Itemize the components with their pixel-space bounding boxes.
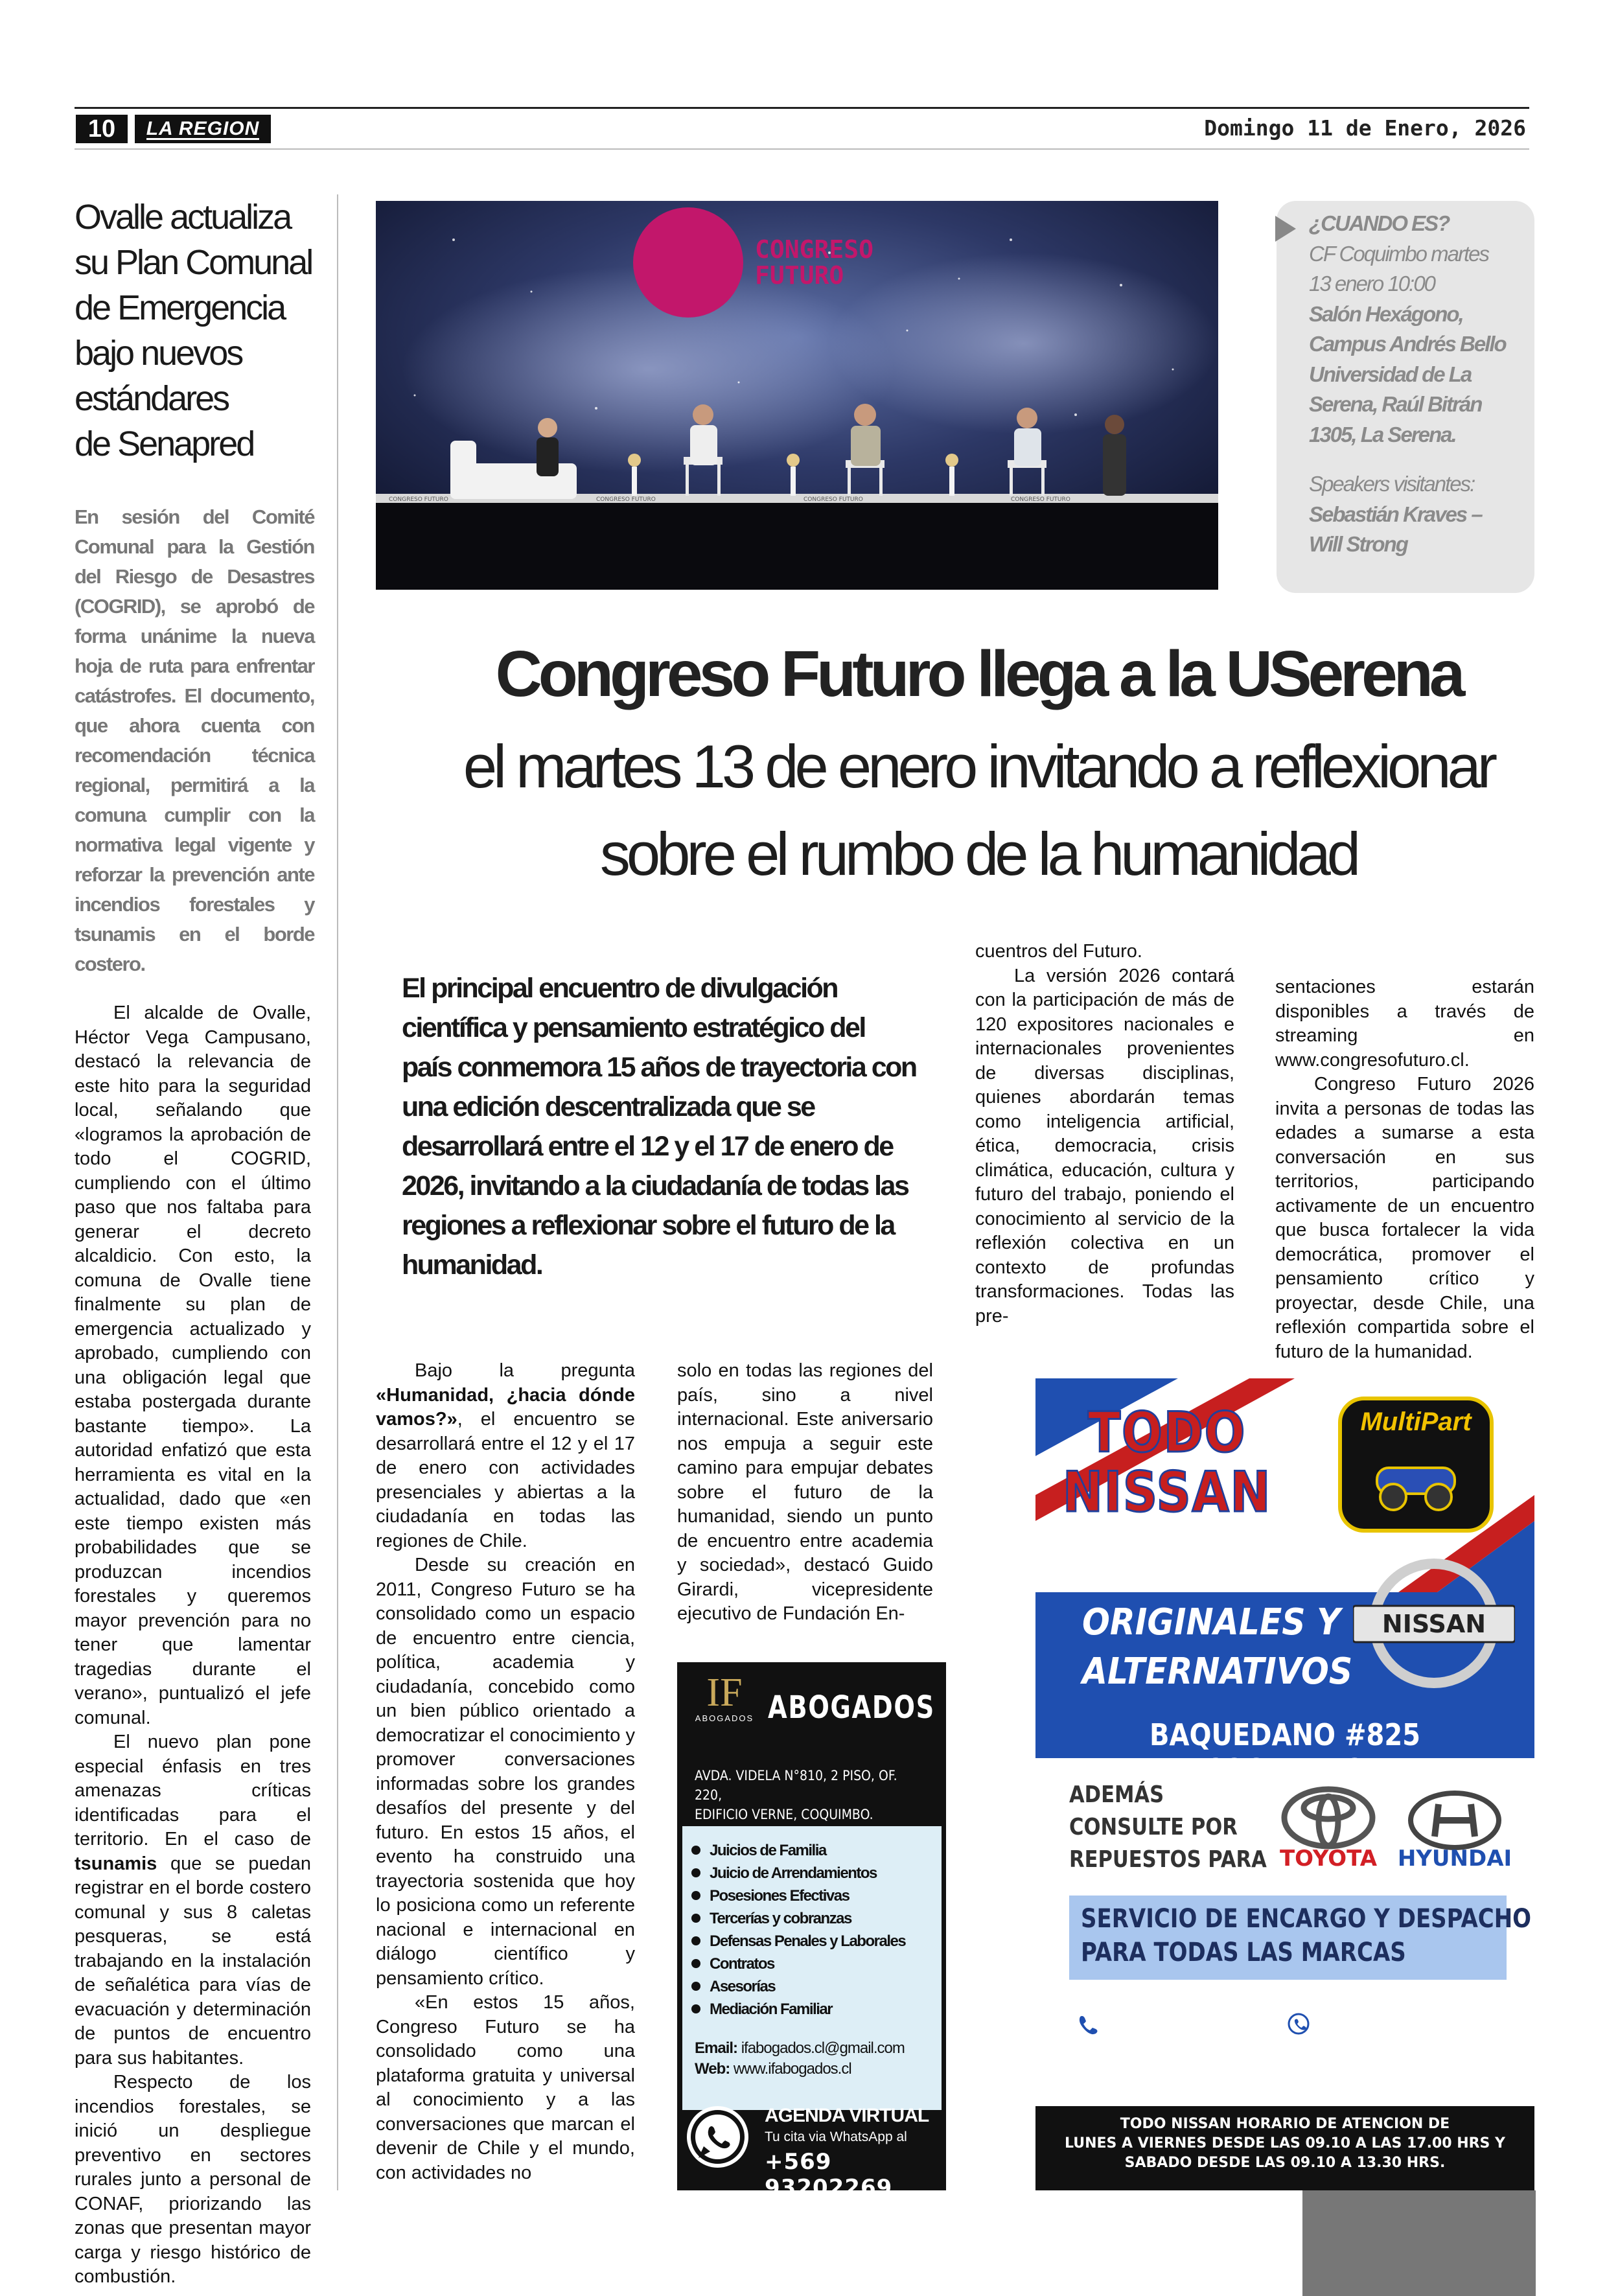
article-column-4 [1275, 975, 1534, 1364]
main-headline: Congreso Futuro llega a la USerena [495, 638, 1462, 710]
list-item: Juicios de Familia [710, 1839, 942, 1862]
info-location-line: Serena, Raúl Bitrán [1309, 392, 1482, 416]
nissan-hours [1035, 2106, 1534, 2190]
left-article-body [75, 1001, 311, 2290]
hours-line: SABADO DESDE LAS 09.10 A 13.30 HRS. [1124, 2155, 1446, 2171]
agenda-title: AGENDA VIRTUAL [765, 2105, 929, 2126]
ademas-line: ADEMÁS [1069, 1781, 1164, 1808]
text: que se puedan registrar en el borde costero comunal y sus 8 caletas pesqueras, se está trabajando en la instalación de señalética para vías de evacuación y determinación de puntos de encuentro para sus habitantes. [75, 1853, 311, 2069]
congreso-logo-circle [633, 207, 743, 318]
nissan-logo-text: NISSAN [1382, 1610, 1486, 1638]
stage-text: CONGRESO FUTURO [804, 496, 863, 503]
newspaper-brand [135, 115, 271, 143]
nissan-email[interactable]: Email: multipart825@gmail.com [1070, 2054, 1500, 2084]
paragraph [75, 1730, 311, 2070]
title-line: de Emergencia [75, 288, 285, 327]
address-line: EDIFICIO VERNE, COQUIMBO. [695, 1807, 873, 1822]
info-location-line: Salón Hexágono, [1309, 301, 1463, 326]
info-box [1277, 201, 1534, 593]
web-link[interactable]: www.ifabogados.cl [733, 2060, 851, 2078]
agenda-sub: Tu cita via WhatsApp al [765, 2129, 907, 2144]
paragraph: sentaciones estarán disponibles a través de streaming en www.congresofuturo.cl. [1275, 977, 1534, 1071]
left-article-lead: En sesión del Comité Comunal para la Gestión del Riesgo de Desastres (COGRID), se aprobó de forma unánime la nueva hoja de ruta para enfrentar catástrofes. El documento, que ahora cuenta con recomendación técnica regional, permitirá a la comuna cumplir con la normativa legal vigente y reforzar la prevención ante incendios forestales y tsunamis en el borde costero. [75, 505, 314, 975]
info-line: 13 enero 10:00 [1309, 272, 1435, 296]
text: Bajo la pregunta [415, 1360, 635, 1381]
title-line: estándares [75, 379, 229, 418]
nissan-logo [1353, 1555, 1515, 1691]
info-line: CF Coquimbo martes [1309, 241, 1489, 266]
repuestos-line: ORIGINALES Y [1082, 1601, 1341, 1643]
nissan-address: BAQUEDANO #825 [1149, 1717, 1421, 1752]
hyundai-logo-icon [1406, 1790, 1503, 1851]
multipart-text: MultiPart [1360, 1408, 1472, 1436]
congreso-logo-line2: FUTURO [755, 261, 844, 290]
car-wheel-icon [1370, 1448, 1461, 1513]
agenda-virtual [765, 2105, 940, 2201]
gear-icon [1050, 1560, 1076, 1586]
text: , el encuentro se desarrollará entre el 12 y el 17 de enero con actividades presenciales y abiertas a la ciudadanía en todas las regiones de Chile. [376, 1409, 635, 1551]
paragraph: El alcalde de Ovalle, Héctor Vega Campusano, destacó la relevancia de este hito para la seguridad local, señalando que «logramos la aprobación de todo el COGRID, cumpliendo con el último paso que nos faltaba para generar el decreto alcaldicio. Con esto, la comuna de Ovalle tiene finalmente su plan de emergencia actualizado y aprobado, cumpliendo con una obligación legal que estaba postergada durante bastante tiempo». La autoridad enfatizó que esta herramienta es vital en la actualidad, dado que «en este tiempo existen más probabilidades que se produzcan incendios forestales y queremos mayor prevención para no tener que lamentar tragedias durante el verano», puntualizó el jefe comunal. [75, 1003, 311, 1728]
ademas-line: REPUESTOS PARA [1069, 1846, 1267, 1873]
abogados-contact [695, 2038, 905, 2080]
stage-text: CONGRESO FUTURO [1011, 496, 1070, 503]
play-triangle-icon [1275, 216, 1296, 242]
article-column-1 [376, 1359, 635, 2185]
paragraph [376, 1359, 635, 1553]
repuestos-line: ALTERNATIVOS [1082, 1651, 1353, 1693]
service-line: PARA TODAS LAS MARCAS [1081, 1938, 1406, 1967]
list-item: Defensas Penales y Laborales [710, 1930, 942, 1953]
abogados-address [695, 1766, 916, 1824]
agenda-phone[interactable]: +569 93202269 [765, 2149, 893, 2201]
phone-number-2[interactable]: +569 33532539 [1319, 2009, 1548, 2039]
article-column-3 [975, 940, 1234, 1328]
repuestos-line: REPUESTOS [1082, 1552, 1300, 1594]
email-link[interactable]: ifabogados.cl@gmail.com [741, 2039, 905, 2057]
info-question: ¿CUANDO ES? [1309, 211, 1450, 235]
paragraph: Respecto de los incendios forestales, se inició un despliegue preventivo en sectores rurales junto a personal de CONAF, priorizando las zonas que presentan mayor carga y riesgo histórico de combustión. [75, 2072, 311, 2287]
logo-initials: IF [706, 1671, 743, 1715]
todo-nissan-title [1063, 1400, 1272, 1525]
list-item: Tercerías y cobranzas [710, 1907, 942, 1930]
issue-date: Domingo 11 de Enero, 2026 [1204, 115, 1526, 141]
hours-line: TODO NISSAN HORARIO DE ATENCION DE [1120, 2116, 1450, 2132]
paragraph: La versión 2026 contará con la participación de más de 120 expositores nacionales e internacionales provenientes de diversas disciplinas, quienes abordarán temas como inteligencia artificial, ética, democracia, crisis climática, educación, cultura y futuro del trabajo, poniendo el conocimiento al servicio de la reflexión colectiva en un contexto de profundas transformaciones. Todas las pre- [975, 965, 1234, 1327]
column-divider [337, 194, 338, 2190]
info-location-line: Campus Andrés Bello [1309, 332, 1506, 356]
service-line: SERVICIO DE ENCARGO Y DESPACHO [1081, 1904, 1532, 1934]
list-item: Juicio de Arrendamientos [710, 1862, 942, 1884]
spacer [1309, 450, 1523, 469]
main-subheadline: sobre el rumbo de la humanidad [599, 820, 1358, 888]
title-line: Ovalle actualiza [75, 198, 291, 237]
phone-icon [1070, 2008, 1102, 2039]
logo-sub: ABOGADOS [695, 1713, 754, 1723]
left-article-title [75, 194, 334, 467]
brand-text: LA REGION [146, 118, 260, 139]
toyota-text: TOYOTA [1279, 1846, 1378, 1872]
speakers-line: Will Strong [1309, 532, 1407, 556]
address-line: AVDA. VIDELA N°810, 2 PISO, OF. 220, [695, 1768, 897, 1803]
list-item: Contratos [710, 1953, 942, 1975]
paragraph: solo en todas las regiones del país, sino a nivel internacional. Este aniversario nos empuja a seguir este camino para empujar debates sobre el futuro de la humanidad, siendo un punto de encuentro entre academia y sociedad», destacó Guido Girardi, vicepresidente ejecutivo de Fundación En- [677, 1360, 933, 1624]
ademas-text [1069, 1779, 1267, 1876]
stage-text: CONGRESO FUTURO [389, 496, 448, 503]
bold-text: tsunamis [75, 1853, 157, 1874]
main-subheadline: el martes 13 de enero invitando a reflexionar [463, 732, 1494, 800]
paragraph: cuentros del Futuro. [975, 941, 1142, 962]
repuestos-text [1082, 1549, 1352, 1697]
todo-line: NISSAN [1063, 1460, 1272, 1525]
bold-text: «Humanidad, ¿hacia dónde vamos?» [376, 1384, 635, 1430]
event-photo [376, 201, 1218, 590]
info-location-line: 1305, La Serena. [1309, 422, 1456, 446]
article-column-2 [677, 1359, 933, 1627]
footer-gray-block [1302, 2190, 1536, 2296]
whatsapp-icon [1283, 2008, 1314, 2039]
phone-number-1[interactable]: 51 2320313 [1108, 2009, 1280, 2039]
hours-line: LUNES A VIERNES DESDE LAS 09.10 A LAS 17.00 HRS Y [1064, 2135, 1505, 2151]
speakers-line: Sebastián Kraves – [1309, 502, 1482, 526]
list-item: Posesiones Efectivas [710, 1884, 942, 1907]
list-item: Mediación Familiar [710, 1998, 942, 2021]
title-line: bajo nuevos [75, 334, 242, 373]
congress-stage-illustration [376, 201, 1218, 590]
congreso-logo-line1: CONGRESO [755, 235, 874, 264]
ademas-line: CONSULTE POR [1069, 1814, 1238, 1840]
paragraph: Desde su creación en 2011, Congreso Futuro se ha consolidado como un espacio de encuentro entre ciencia, política, academia y ciudadanía, concebido como un bien público orientado a democratizar el conocimiento y promover conversaciones informadas sobre los grandes desafíos del presente y del futuro. En estos 15 años, el evento ha construido una trayectoria sostenida que hoy lo posiciona como un referente nacional e internacional en diálogo científico y pensamiento crítico. [376, 1555, 635, 1989]
text: El nuevo plan pone especial énfasis en tres amenazas críticas identificadas para el territorio. En el caso de [75, 1732, 311, 1850]
abogados-title: ABOGADOS [768, 1689, 935, 1726]
list-item: Asesorías [710, 1975, 942, 1998]
main-article-lead: El principal encuentro de divulgación científica y pensamiento estratégico del país conmemora 15 años de trayectoria con una edición descentralizada que se desarrollará entre el 12 y el 17 de enero de 2026, invitando a la ciudadanía de todas las regiones a reflexionar sobre el futuro de la humanidad. [402, 973, 916, 1281]
todo-line: TODO [1087, 1400, 1247, 1465]
page-number: 10 [76, 115, 128, 143]
header-rule [75, 107, 1529, 109]
stage-text: CONGRESO FUTURO [596, 496, 656, 503]
header-rule-lower [75, 148, 1529, 150]
speakers-label: Speakers visitantes: [1309, 472, 1475, 496]
info-location-line: Universidad de La [1309, 362, 1472, 386]
whatsapp-icon [687, 2106, 748, 2168]
email-label: Email: [695, 2039, 738, 2057]
title-line: su Plan Comunal [75, 243, 312, 282]
paragraph: Congreso Futuro 2026 invita a personas de todas las edades a sumarse a esta conversación en sus territorios, participando activamente de un encuentro que busca fortalecer la vida democrática, promover el pensamiento crítico y proyectar, desde Chile, una reflexión compartida sobre el futuro de la humanidad. [1275, 1074, 1534, 1362]
paragraph: «En estos 15 años, Congreso Futuro se ha consolidado como una plataforma gratuita y universal al conocimiento y a las conversaciones que marcan el devenir de Chile y el mundo, con actividades no [376, 1992, 635, 2183]
hyundai-text: HYUNDAI [1397, 1846, 1512, 1872]
web-label: Web: [695, 2060, 730, 2078]
title-line: de Senapred [75, 424, 254, 463]
abogados-logo [686, 1672, 763, 1730]
service-banner [1069, 1896, 1532, 1980]
